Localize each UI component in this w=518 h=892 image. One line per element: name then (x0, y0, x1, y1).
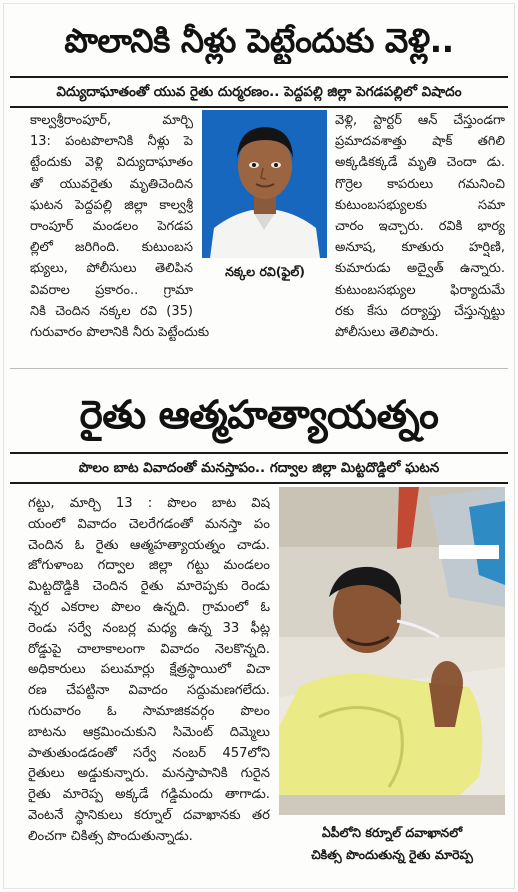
text-line: చారం ఇచ్చారు. రవికి భార్య (335, 218, 505, 234)
text-line: న్నర ఎకరాల పొలం ఉన్నది. గ్రామంలో ఓ (28, 599, 270, 615)
text-line: వెళ్లి, స్టార్టర్ ఆన్ చేస్తుండగా (335, 113, 505, 128)
text-line: కుటుంబసభ్యులకు సమా (335, 197, 505, 213)
text-line: రోడ్డుపై చాలాకాలంగా వివాదం నెలకొన్నది. (28, 641, 270, 657)
article1-column-right (335, 110, 505, 343)
text-line: బాటను ఆక్రమించుకుని సిమెంట్ దిమ్మెలు (28, 724, 270, 740)
text-line: రకు కేసు దర్యాప్తు చేస్తున్నట్టు (335, 303, 505, 319)
article1-headline: పొలానికి నీళ్లు పెట్టేందుకు వెళ్లి.. (64, 21, 454, 60)
article-divider (10, 368, 508, 369)
text-line: అధికారులు పలుమార్లు క్షేత్రస్థాయిలో విచా (28, 662, 270, 678)
text-line: గురువారం పొలానికి నీరు పెట్టేందుకు (30, 324, 210, 340)
caption-line: ఏపీలోని కర్నూల్ దవాఖానలో (321, 825, 463, 840)
text-line: మిట్టదొడ్డికి చెందిన రైతు మారెప్పకు రెండు (28, 579, 270, 595)
article2-column (28, 494, 270, 848)
text-line: రాంపూర్ మండలం పెగడప (30, 218, 193, 234)
text-line: ప్రమాదవశాత్తు షాక్ తగిలి (335, 134, 505, 150)
patient-photo-caption (279, 822, 505, 866)
text-line: రెండు సర్వే నంబర్ల మధ్య ఉన్న 33 ఫీట్ల (28, 620, 270, 636)
text-line: చెందిన ఓ రైతు ఆత్మహత్యాయత్నం చాడు. (28, 537, 270, 553)
text-line: గట్టు, మార్చి 13 : పొలం బాట విష (28, 496, 270, 511)
caption-line: చికిత్స పొందుతున్న రైతు మారెప్ప (311, 847, 473, 862)
patient-illustration (279, 487, 505, 815)
text-line: అక్కడికక్కడే మృతి చెందా డు. (335, 155, 505, 171)
text-line: అనూష, కూతురు హర్షిణి, (335, 240, 505, 256)
article2-headline: రైతు ఆత్మహత్యాయత్నం (79, 393, 439, 438)
text-line: యంలో వివాదం చెలరేగడంతో మనస్తా పం (28, 516, 270, 532)
text-line: రైతు మారెప్ప అక్కడే గడ్డిమందు తాగాడు. (28, 787, 270, 803)
text-line: తో యువరైతు మృతిచెందిన (30, 176, 193, 192)
hospital-patient-photo (279, 487, 505, 815)
text-line: కాల్వశ్రీరాంపూర్, మార్చి (30, 113, 193, 128)
text-line: లించగా చికిత్స పొందుతున్నాడు. (28, 828, 193, 844)
text-line: నికి చెందిన నక్కల రవి (35) (30, 303, 193, 319)
farmer-portrait-photo (202, 110, 327, 258)
text-line: భ్యులు, పోలీసులు తెలిపిన (30, 261, 193, 277)
text-line: కుమారుడు అద్వైత్ ఉన్నారు. (335, 261, 505, 277)
portrait-illustration (202, 110, 327, 258)
article1-subheadline: విద్యుదాఘాతంతో యువ రైతు దుర్మరణం.. పెద్దపల్లి జిల్లా పెగడపల్లిలో విషాదం (10, 76, 508, 108)
text-line: వెంటనే స్థానికులు కర్నూల్ దవాఖానకు తర (28, 807, 270, 823)
text-line: గొర్రెల కాపరులు గమనించి (335, 176, 505, 192)
text-line: పోలీసులు తెలిపారు. (335, 324, 439, 340)
article1-column-left (30, 110, 210, 343)
text-line: ట్టేందుకు వెళ్లి విద్యుదాఘాతం (30, 155, 193, 171)
text-line: జోగుళాంబ గద్వాల జిల్లా గట్టు మండలం (28, 558, 270, 574)
text-line: రణ చేపట్టినా వివాదం సద్దుమణగలేదు. (28, 683, 270, 699)
text-line: పాతుతుండడంతో సర్వే నంబర్ 457లోని (28, 745, 270, 761)
text-line: వివరాల ప్రకారం.. గ్రామా (30, 282, 193, 298)
portrait-caption: నక్కల రవి(ఫైల్) (225, 264, 305, 279)
text-line: రైతులు అడ్డుకున్నారు. మనస్తాపానికి గురైన (28, 766, 270, 782)
text-line: గురువారం ఓ సామాజికవర్గం పొలం (28, 703, 270, 719)
text-line: ఘటన పెద్దపల్లి జిల్లా కాల్వశ్రీ (30, 197, 193, 213)
article2-subheadline: పొలం బాట వివాదంతో మనస్తాపం.. గద్వాల జిల్లా మిట్టదొడ్డిలో ఘటన (10, 452, 508, 484)
text-line: 13: పంటపొలానికి నీళ్లు పె (30, 134, 193, 150)
text-line: ల్లిలో జరిగింది. కుటుంబస (30, 240, 193, 256)
text-line: కుటుంబసభ్యుల ఫిర్యాదుమే (335, 282, 505, 298)
